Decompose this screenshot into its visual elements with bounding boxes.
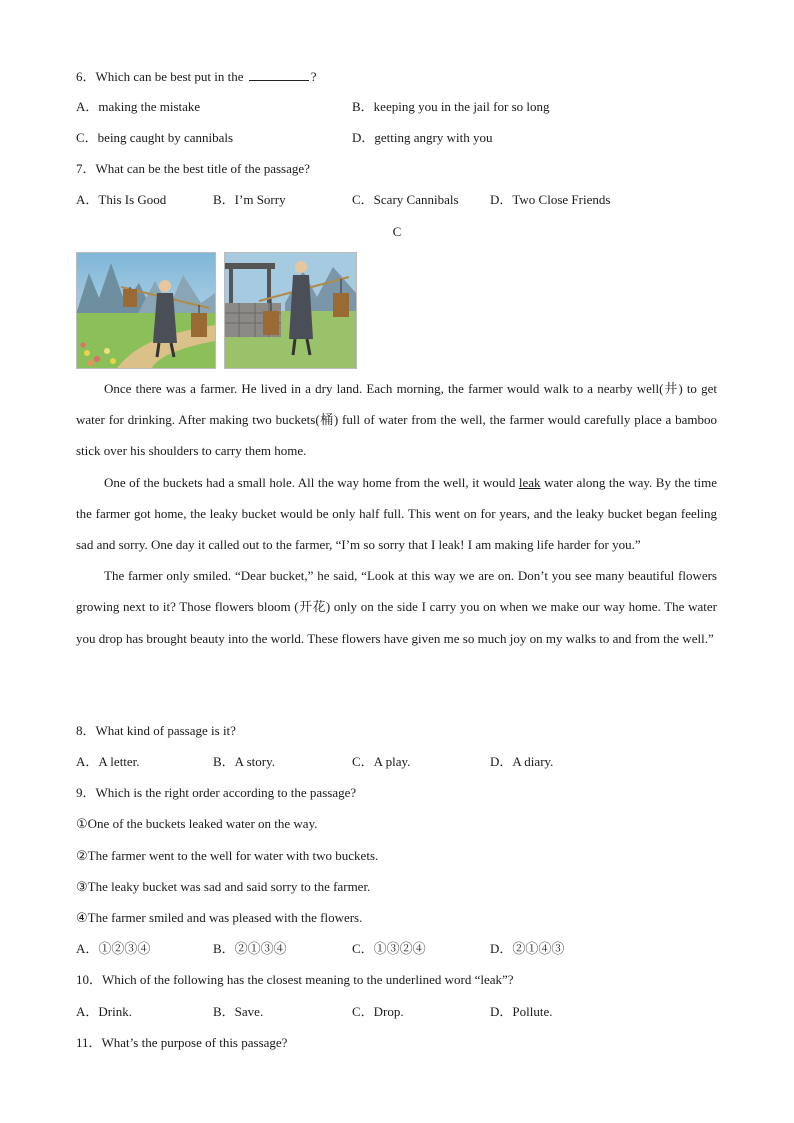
question-8-stem: 8．What kind of passage is it?: [76, 723, 236, 738]
q6-option-c: C．being caught by cannibals: [76, 130, 234, 145]
q6-option-b: B．keeping you in the jail for so long: [352, 99, 550, 114]
q9-item-2: ②The farmer went to the well for water with two buckets.: [76, 848, 379, 863]
passage-paragraph-2-start: One of the buckets had a small hole. All the way home from the well, it would: [104, 474, 519, 490]
question-11-stem: 11．What’s the purpose of this passage?: [76, 1035, 288, 1050]
answer-blank: [249, 68, 309, 81]
question-6-text: 6．Which can be best put in the: [76, 69, 247, 84]
q8-option-b: B．A story.: [213, 754, 275, 769]
q6-option-a: A．making the mistake: [76, 99, 201, 114]
passage-paragraph-3: The farmer only smiled. “Dear bucket,” he said, “Look at this way we are on. Don’t you see many beautiful flowers growing next to it? Those flowers bloom (开花) only on the side I carry you on when we make our way home. The water you drop has brought beauty into the world. These flowers have given me so much joy on my walks to and from the well.”: [76, 568, 717, 646]
q9-option-c: C．①③②④: [352, 941, 426, 956]
farmer-well-illustration: [224, 252, 357, 369]
section-label: C: [392, 224, 402, 239]
question-9-stem: 9．Which is the right order according to the passage?: [76, 785, 357, 800]
q6-option-d: D．getting angry with you: [352, 130, 493, 145]
q10-option-b: B．Save.: [213, 1004, 264, 1019]
question-10-stem: 10．Which of the following has the closest meaning to the underlined word “leak”?: [76, 972, 514, 987]
q9-item-4: ④The farmer smiled and was pleased with the flowers.: [76, 910, 363, 925]
q9-item-3: ③The leaky bucket was sad and said sorry to the farmer.: [76, 879, 371, 894]
q8-option-c: C．A play.: [352, 754, 411, 769]
q9-option-a: A．①②③④: [76, 941, 151, 956]
underlined-word-leak: leak: [518, 474, 541, 490]
q7-option-a: A．This Is Good: [76, 192, 167, 207]
question-6-mark: ?: [310, 69, 317, 84]
passage-paragraph-2-end: water along the way. By the time the farmer got home, the leaky bucket would be only half full. This went on for years, and the leaky bucket began feeling sad and sorry. One day it called out to the farmer, “I’m so sorry that I leak! I am making life harder for you.”: [76, 474, 717, 553]
q7-option-b: B．I’m Sorry: [213, 192, 286, 207]
q8-option-a: A．A letter.: [76, 754, 140, 769]
passage: [76, 373, 717, 654]
farmer-path-illustration: [76, 252, 216, 369]
passage-paragraph-1: Once there was a farmer. He lived in a dry land. Each morning, the farmer would walk to a nearby well(井) to get water for drinking. After making two buckets(桶) full of water from the well, the farmer would carefully place a bamboo stick over his shoulders to carry them home.: [76, 381, 717, 459]
q7-option-d: D．Two Close Friends: [490, 192, 611, 207]
q9-item-1: ①One of the buckets leaked water on the way.: [76, 816, 318, 831]
q10-option-d: D．Pollute.: [490, 1004, 553, 1019]
passage-paragraph-2: [76, 467, 717, 561]
question-6-stem: [76, 68, 317, 85]
q10-option-a: A．Drink.: [76, 1004, 132, 1019]
q10-option-c: C．Drop.: [352, 1004, 404, 1019]
q7-option-c: C．Scary Cannibals: [352, 192, 459, 207]
q8-option-d: D．A diary.: [490, 754, 554, 769]
question-7-stem: 7．What can be the best title of the passage?: [76, 161, 310, 176]
q9-option-b: B．②①③④: [213, 941, 287, 956]
q9-option-d: D．②①④③: [490, 941, 565, 956]
